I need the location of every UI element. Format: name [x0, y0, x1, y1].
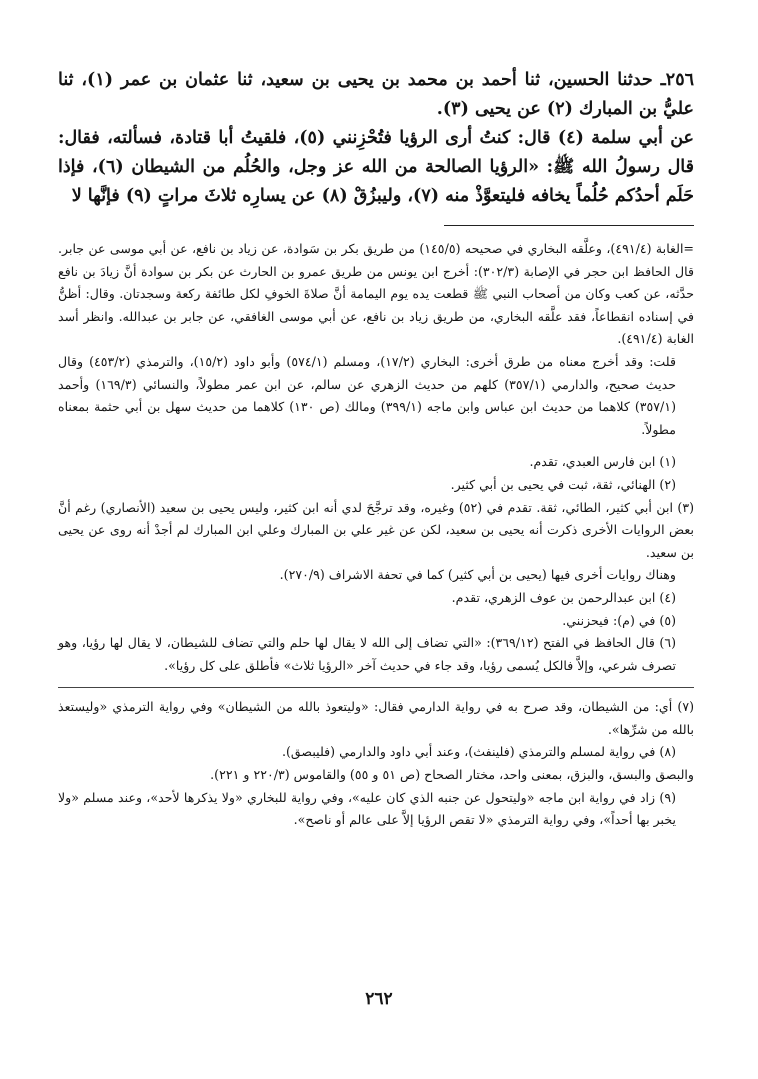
- hadith-chain: ٢٥٦ـ حدثنا الحسين، ثنا أحمد بن محمد بن يحيى بن سعيد، ثنا عثمان بن عمر (١)، ثنا عليُّ بن المبارك (٢) عن يحيى (٣).: [58, 70, 694, 119]
- footnote-9: (٩) زاد في رواية ابن ماجه «وليتحول عن جنبه الذي كان عليه»، وفي رواية للبخاري «ولا يذكرها لأحد»، وعند مسلم «ولا يخبر بها أحداً»، وفي رواية الترمذي «لا تقص الرؤيا إلاَّ على عالم أو ناصح».: [58, 789, 676, 828]
- footnote-5: (٥) في (م): فيحزنني.: [562, 612, 676, 628]
- footnote-continued-remark: قلت: وقد أخرج معناه من طرق أخرى: البخاري (١٧/٢)، ومسلم (٥٧٤/١) وأبو داود (١٥/٢)، والترمذي (٤٥٣/٢) وقال حديث صحيح، والدارمي (٣٥٧/١) كلهم من حديث الزهري عن سالم، عن ابن عمر مطولاً، والنسائي (١٦٩/٣) وأحمد (٣٥٧/١) كلاهما من حديث ابن عباس وابن ماجه (٣٩٩/١) ومالك (ص ١٣٠) كلاهما من حديث سهل بن أبي حثمة بمعناه مطولاً.: [58, 353, 676, 437]
- footnote-8-addendum: والبصق والبسق، والبزق، بمعنى واحد، مختار الصحاح (ص ٥١ و ٥٥) والقاموس (٢٢٠/٣ و ٢٢١).: [210, 767, 694, 783]
- footnote-6: (٦) قال الحافظ في الفتح (٣٦٩/١٢): «التي تضاف إلى الله لا يقال لها حلم والتي تضاف للشيطان، لا يقال لها رؤيا، وهو تصرف شرعي، وإلاَّ فالكل يُسمى رؤيا، وقد جاء في حديث آخر «الرؤيا ثلاث» فأطلق على كل رؤيا».: [58, 635, 677, 673]
- footnote-3-addendum: وهناك روايات أخرى فيها (يحيى بن أبي كثير) كما في تحفة الاشراف (٢٧٠/٩).: [279, 567, 676, 583]
- footnote-3: (٣) ابن أبي كثير، الطائي، ثقة. تقدم في (٥٢) وغيره، وقد ترجَّحَ لدي أنه ابن كثير، وليس يحيى بن سعيد (الأنصاري) رغم أنَّ بعض الروايات الأخرى ذكرت أنه يحيى بن سعيد، لكن عن غير علي بن المبارك وعلي ابن المبارك لم أجدْ أنه روى عن يحيى بن سعيد.: [58, 499, 694, 560]
- footnote-7: (٧) أي: من الشيطان، وقد صرح به في رواية الدارمي فقال: «وليتعوذ بالله من الشيطان» وفي رواية الترمذي «وليستعذ بالله من شرِّها».: [58, 699, 694, 737]
- footnotes: [58, 238, 694, 832]
- footnote-4: (٤) ابن عبدالرحمن بن عوف الزهري، تقدم.: [451, 589, 676, 605]
- footnote-continued: =الغابة (٤٩١/٤)، وعلَّقه البخاري في صحيحه (١٤٥/٥) من طريق بكر بن سَوادة، عن زياد بن نافع، عن أبي موسى عن جابر. قال الحافظ ابن حجر في الإصابة (٣٠٢/٣): أخرج ابن يونس من طريق عمرو بن الحارث عن بكر بن سوادة أنَّ زيادَ بن نافع حدَّثه، عن كعب وكان من أصحاب النبي ﷺ قطعت يده يوم اليمامة أنَّ صلاةَ الخوفِ لكل طائفة ركعة وسجدتان. وقال: أظنُّ في إسناده انقطاعاً، فقد علَّقه البخاري، من طريق زياد بن نافع، عن أبي موسى الغافقي، عن جابر بن عبدالله. وانظر أسد الغابة (٤٩١/٤).: [58, 241, 694, 347]
- hadith-text: [58, 66, 694, 211]
- hadith-matn: عن أبي سلمة (٤) قال: كنتُ أرى الرؤيا فتُحْزِنني (٥)، فلقيتُ أبا قتادة، فسألته، فقال: قال رسولُ الله ﷺ: «الرؤيا الصالحة من الله عز وجل، والحُلُم من الشيطان (٦)، فإذا حَلَم أحدُكم حُلُماً يخافه فليتعوَّذْ منه (٧)، وليبزُقْ (٨) عن يسارِه ثلاثَ مراتٍ (٩) فإنَّها لا: [58, 128, 694, 206]
- page-body: [58, 66, 694, 832]
- page-number: ٢٦٢: [365, 989, 393, 1009]
- footnote-8: (٨) في رواية لمسلم والترمذي (فلينفث)، وعند أبي داود والدارمي (فليبصق).: [282, 744, 676, 760]
- footnote-2: (٢) الهنائي، ثقة، ثبت في يحيى بن أبي كثير.: [450, 476, 676, 492]
- footnote-1: (١) ابن فارس العبدي، تقدم.: [529, 454, 676, 470]
- footnote-separator: [444, 225, 694, 226]
- footnote-divider: [58, 687, 694, 688]
